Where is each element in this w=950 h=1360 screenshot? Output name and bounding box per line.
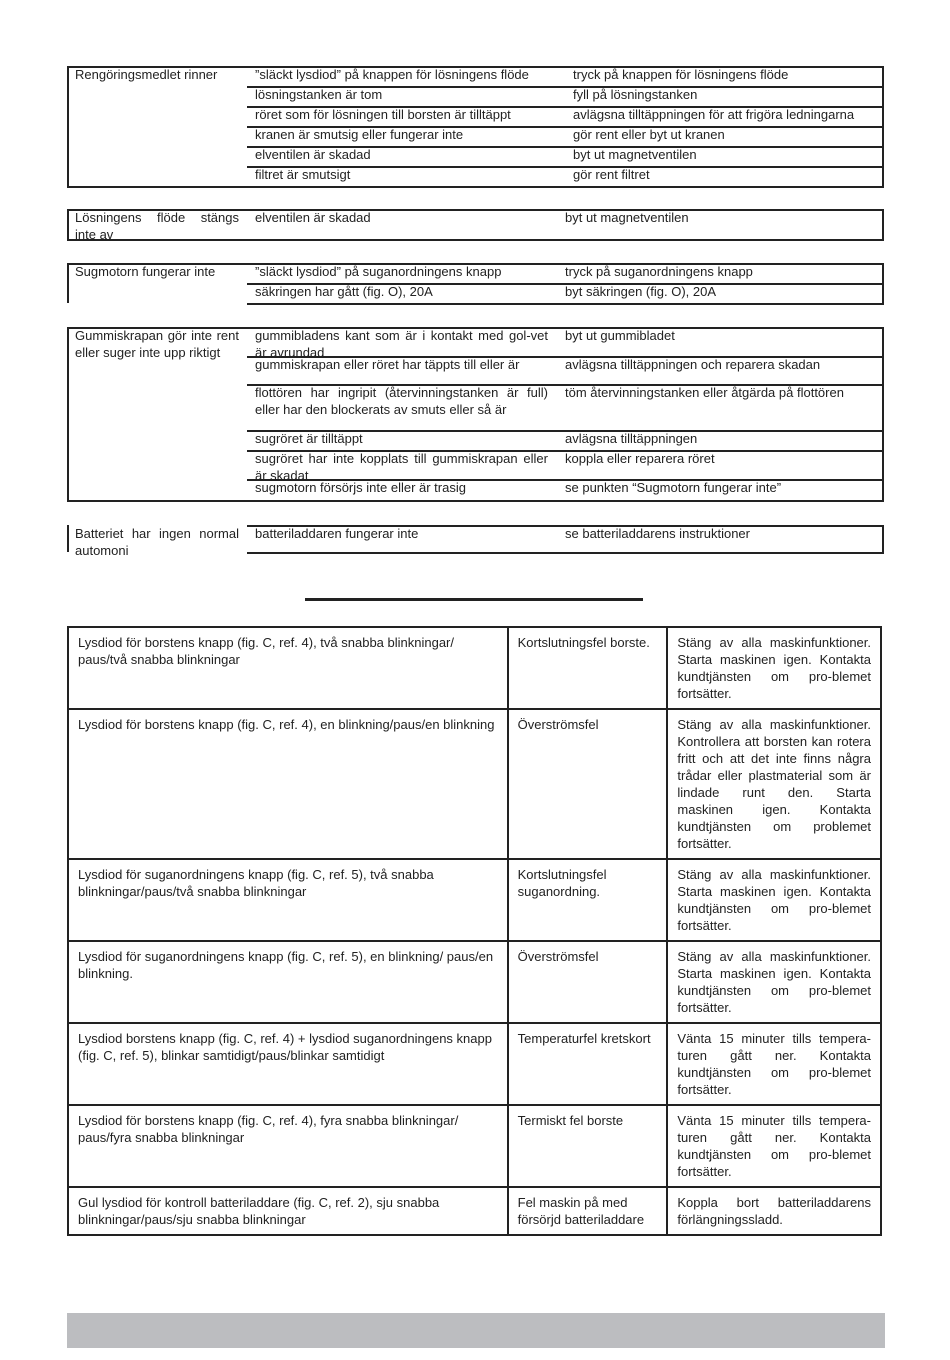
- cause-text: elventilen är skadad: [255, 147, 371, 162]
- remedy-text: tryck på suganordningens knapp: [565, 264, 753, 279]
- alarm-fault: Överströmsfel: [508, 709, 668, 859]
- alarm-signal: Lysdiod för borstens knapp (fig. C, ref. 4), två snabba blinkningar/ paus/två snabba blinkningar: [68, 627, 508, 709]
- alarm-fault: Temperaturfel kretskort: [508, 1023, 668, 1105]
- remedy-text: byt ut magnetventilen: [565, 210, 689, 225]
- cause-text: sugröret är tilltäppt: [255, 431, 363, 446]
- cause-text: röret som för lösningen till borsten är tilltäppt: [255, 107, 511, 122]
- remedy-text: avlägsna tilltäppningen för att frigöra ledningarna: [573, 107, 855, 122]
- alarm-table: [67, 626, 882, 1236]
- cause-text: sugröret har inte kopplats till gummiskrapan eller är skadat: [255, 451, 548, 483]
- cause-text: sugmotorn försörjs inte eller är trasig: [255, 480, 466, 495]
- remedy-text: byt ut gummibladet: [565, 328, 675, 343]
- problem-text: Sugmotorn fungerar inte: [75, 264, 216, 279]
- table-border: [67, 209, 69, 241]
- alarm-signal: Gul lysdiod för kontroll batteriladdare (fig. C, ref. 2), sju snabba blinkningar/paus/sju snabba blinkningar: [68, 1187, 508, 1235]
- alarm-action: Vänta 15 minuter tills tempera-turen gått ner. Kontakta kundtjänsten om pro-blemet fortsätter.: [667, 1105, 881, 1187]
- alarm-fault: Överströmsfel: [508, 941, 668, 1023]
- cause-text: ”släckt lysdiod” på suganordningens knapp: [255, 264, 502, 279]
- remedy-text: fyll på lösningstanken: [573, 87, 698, 102]
- problem-text: Batteriet har ingen normal automoni: [75, 526, 239, 558]
- alarm-action: Stäng av alla maskinfunktioner. Starta maskinen igen. Kontakta kundtjänsten om pro-blemet fortsätter.: [667, 859, 881, 941]
- cause-text: säkringen har gått (fig. O), 20A: [255, 284, 433, 299]
- cause-text: elventilen är skadad: [255, 210, 371, 225]
- problem-text: Rengöringsmedlet rinner: [75, 67, 218, 82]
- alarm-row: [68, 1105, 881, 1187]
- cause-text: filtret är smutsigt: [255, 167, 351, 182]
- table-border: [67, 525, 69, 552]
- alarm-row: [68, 1023, 881, 1105]
- table-border: [247, 303, 883, 305]
- cause-text: kranen är smutsig eller fungerar inte: [255, 127, 464, 142]
- remedy-text: se punkten “Sugmotorn fungerar inte”: [565, 480, 782, 495]
- remedy-text: koppla eller reparera röret: [565, 451, 715, 466]
- table-border: [67, 327, 69, 502]
- alarm-fault: Termiskt fel borste: [508, 1105, 668, 1187]
- remedy-text: byt ut magnetventilen: [573, 147, 697, 162]
- remedy-text: tryck på knappen för lösningens flöde: [573, 67, 789, 82]
- table-border: [247, 552, 883, 554]
- footer-bar: [67, 1313, 885, 1348]
- alarm-signal: Lysdiod för borstens knapp (fig. C, ref. 4), fyra snabba blinkningar/ paus/fyra snabba blinkningar: [68, 1105, 508, 1187]
- table-border: [882, 209, 884, 241]
- alarm-action: Koppla bort batteriladdarens förlängningssladd.: [667, 1187, 881, 1235]
- alarm-signal: Lysdiod för suganordningens knapp (fig. C, ref. 5), en blinkning/ paus/en blinkning.: [68, 941, 508, 1023]
- alarm-row: [68, 859, 881, 941]
- problem-text: Lösningens flöde stängs inte av: [75, 210, 239, 242]
- alarm-row: [68, 1187, 881, 1235]
- alarm-fault: Kortslutningsfel borste.: [508, 627, 668, 709]
- cause-text: lösningstanken är tom: [255, 87, 383, 102]
- table-border: [67, 66, 69, 188]
- alarm-row: [68, 941, 881, 1023]
- cause-text: gummiskrapan eller röret har täppts till eller är: [255, 357, 520, 372]
- table-border: [67, 263, 69, 303]
- remedy-text: gör rent filtret: [573, 167, 650, 182]
- remedy-text: gör rent eller byt ut kranen: [573, 127, 725, 142]
- remedy-text: avlägsna tilltäppningen och reparera skadan: [565, 357, 821, 372]
- remedy-text: se batteriladdarens instruktioner: [565, 526, 750, 541]
- cause-text: ”släckt lysdiod” på knappen för lösningens flöde: [255, 67, 529, 82]
- cause-text: flottören har ingripit (återvinningstanken är full) eller har den blockerats av smuts eller så är: [255, 385, 548, 417]
- section-divider: [305, 598, 643, 601]
- alarm-fault: Kortslutningsfel suganordning.: [508, 859, 668, 941]
- alarm-action: Stäng av alla maskinfunktioner. Starta maskinen igen. Kontakta kundtjänsten om pro-blemet fortsätter.: [667, 941, 881, 1023]
- table-border: [67, 186, 883, 188]
- alarm-action: Vänta 15 minuter tills tempera-turen gått ner. Kontakta kundtjänsten om pro-blemet fortsätter.: [667, 1023, 881, 1105]
- table-border: [882, 525, 884, 554]
- remedy-text: byt säkringen (fig. O), 20A: [565, 284, 717, 299]
- alarm-action: Stäng av alla maskinfunktioner. Starta maskinen igen. Kontakta kundtjänsten om pro-blemet fortsätter.: [667, 627, 881, 709]
- alarm-signal: Lysdiod borstens knapp (fig. C, ref. 4) + lysdiod suganordningens knapp (fig. C, ref. 5), blinkar samtidigt/paus/blinkar samtidigt: [68, 1023, 508, 1105]
- cause-text: gummibladens kant som är i kontakt med gol-vet är avrundad: [255, 328, 548, 360]
- remedy-text: avlägsna tilltäppningen: [565, 431, 698, 446]
- alarm-fault: Fel maskin på med försörjd batteriladdare: [508, 1187, 668, 1235]
- problem-text: Gummiskrapan gör inte rent eller suger inte upp riktigt: [75, 328, 239, 360]
- alarm-action: Stäng av alla maskinfunktioner. Kontrollera att borsten kan rotera fritt och att det inte finns några trådar eller plastmaterial som är lindade runt den. Starta maskinen igen. Kontakta kundtjänsten om problemet fortsätter.: [667, 709, 881, 859]
- alarm-signal: Lysdiod för borstens knapp (fig. C, ref. 4), en blinkning/paus/en blinkning: [68, 709, 508, 859]
- alarm-row: [68, 627, 881, 709]
- alarm-row: [68, 709, 881, 859]
- alarm-signal: Lysdiod för suganordningens knapp (fig. C, ref. 5), två snabba blinkningar/paus/två snabba blinkningar: [68, 859, 508, 941]
- remedy-text: töm återvinningstanken eller åtgärda på flottören: [565, 385, 844, 400]
- table-border: [882, 327, 884, 502]
- table-border: [67, 500, 883, 502]
- cause-text: batteriladdaren fungerar inte: [255, 526, 419, 541]
